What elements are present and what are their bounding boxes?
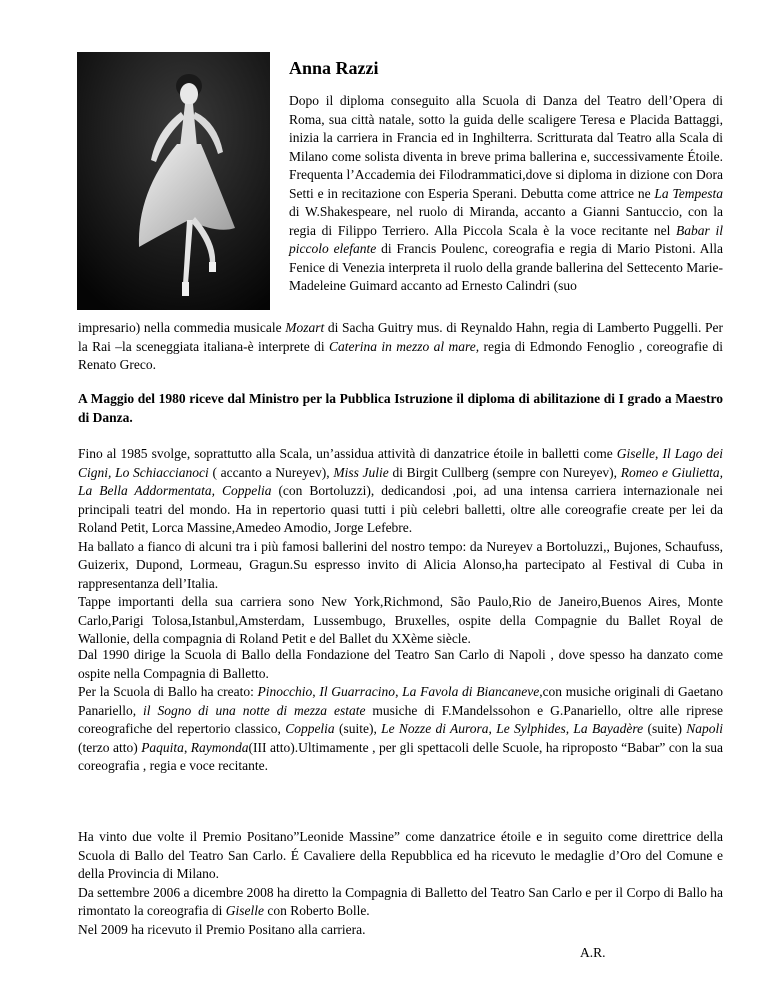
signature: A.R. [580, 945, 606, 960]
awards-paragraph: Ha vinto due volte il Premio Positano”Leonide Massine” come danzatrice étoile e in seguito come direttrice della Scuola di Ballo del Teatro San Carlo. É Cavaliere della Repubblica ed ha ricevuto le medaglie d’Oro del Comune e della Provincia di Milano. Da settembre 2006 a dicembre 2008 ha diretto la Compagnia di Balletto del Teatro San Carlo e per il Corpo di Ballo ha rimontato la coreografia di Giselle con Roberto Bolle. Nel 2009 ha ricevuto il Premio Positano alla carriera. [78, 829, 723, 937]
intro-paragraph-continued: impresario) nella commedia musicale Mozart di Sacha Guitry mus. di Reynaldo Hahn, regia di Lamberto Puggelli. Per la Rai –la sceneggiata italiana-è interprete di Caterina in mezzo al mare, regia di Edmondo Fenoglio , coreografie di Renato Greco. [78, 320, 723, 372]
career-paragraph: Fino al 1985 svolge, soprattutto alla Scala, un’assidua attività di danzatrice étoile in balletti come Giselle, Il Lago dei Cigni, Lo Schiaccianoci ( accanto a Nureyev), Miss Julie di Birgit Cullberg (sempre con Nureyev), Romeo e Giulietta, La Bella Addormentata, Coppelia (con Bortoluzzi), dedicandosi ,poi, ad una intensa carriera internazionale nei principali teatri del mondo. Ha in repertorio quasi tutti i più celebri balletti, oltre alle coreografie create per lei da Roland Petit, Lorca Massine,Amedeo Amodio, Jorge Lefebre. Ha ballato a fianco di alcuni tra i più famosi ballerini del nostro tempo: da Nureyev a Bortoluzzi,, Bujones, Schaufuss, Guizerix, Dupond, Lormeau, Gragun.Su espresso invito di Alicia Alonso,ha partecipato al Festival di Cuba in rappresentanza dell’Italia. Tappe importanti della sua carriera sono New York,Richmond, São Paulo,Rio de Janeiro,Buenos Aires, Monte Carlo,Parigi Tolosa,Istanbul,Amsterdam, Lussembugo, Bruxelles, ospite della Compagnie du Ballet Royal de Wallonie, della compagnia di Roland Petit e del Ballet du XXème siècle. [78, 445, 723, 649]
tours-paragraph: Tappe importanti della sua carriera sono New York,Richmond, São Paulo,Rio de Janeiro,Buenos Aires, Monte Carlo,Parigi Tolosa,Istanbul,Amsterdam, Lussembugo, Bruxelles, ospite della Compagnie du Ballet Royal de Wallonie, della compagnia di Roland Petit e del Ballet du XXème siècle. [78, 594, 723, 646]
intro-paragraph-wrapped: Dopo il diploma conseguito alla Scuola di Danza del Teatro dell’Opera di Roma, sua città natale, sotto la guida delle scaligere Teresa e Placida Battaggi, inizia la carriera in Francia ed in Inghilterra. Scritturata dal Teatro alla Scala di Milano come solista diventa in breve prima ballerina e, successivamente Étoile. Frequenta l’Accademia dei Filodrammatici,dove si diploma in dizione con Dora Setti e in recitazione con Esperia Sperani. Debutta come attrice ne La Tempesta di W.Shakespeare, nel ruolo di Miranda, accanto a Gianni Santuccio, con la regia di Filippo Terriero. Alla Piccola Scala è la voce recitante nel Babar il piccolo elefante di Francis Poulenc, coreografia e regia di Mario Pistoni. Alla Fenice di Venezia interpreta il ruolo della grande ballerina del Settecento Marie-Madeleine Guimard accanto ad Ernesto Calindri (suo [289, 93, 723, 293]
page-title: Anna Razzi [289, 58, 379, 78]
diploma-paragraph: A Maggio del 1980 riceve dal Ministro per la Pubblica Istruzione il diploma di abilitazione di I grado a Maestro di Danza. [78, 391, 723, 425]
ballerina-photo [77, 52, 270, 310]
partners-paragraph: Ha ballato a fianco di alcuni tra i più famosi ballerini del nostro tempo: da Nureyev a Bortoluzzi,, Bujones, Schaufuss, Guizerix, Dupond, Lormeau, Gragun.Su espresso invito di Alicia Alonso,ha partecipato al Festival di Cuba in rappresentanza dell’Italia. [78, 538, 723, 591]
school-paragraph: Dal 1990 dirige la Scuola di Ballo della Fondazione del Teatro San Carlo di Napoli , dove spesso ha danzato come ospite nella Compagnia di Balletto. Per la Scuola di Ballo ha creato: Pinocchio, Il Guarracino, La Favola di Biancaneve,con musiche originali di Gaetano Panariello, il Sogno di una notte di mezza estate musiche di F.Mandelssohon e G.Panariello, oltre alle riprese coreografiche del repertorio classico, Coppelia (suite), Le Nozze di Aurora, Le Sylphides, La Bayadère (suite) Napoli (terzo atto) Paquita, Raymonda(III atto).Ultimamente , per gli spettacoli delle Scuole, ha riproposto “Babar” con la sua coreografia , regia e voce recitante. [78, 647, 724, 773]
